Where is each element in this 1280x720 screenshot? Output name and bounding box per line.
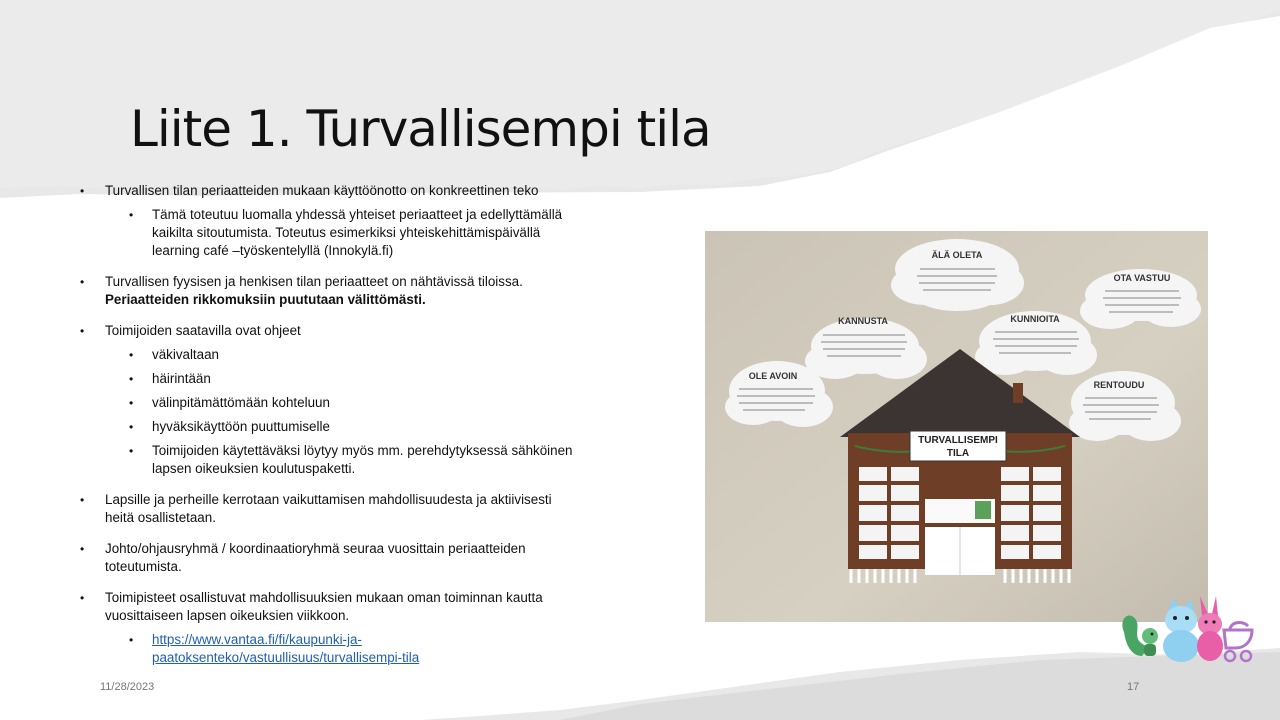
bullet-text: heitä osallistetaan. bbox=[105, 510, 216, 525]
bullet-text: vuosittaiseen lapsen oikeuksien viikkoon. bbox=[105, 608, 350, 623]
sub-bullet-item bbox=[105, 346, 625, 364]
sub-bullet-text: lapsen oikeuksien koulutuspaketti. bbox=[152, 461, 356, 476]
sub-bullet-item bbox=[105, 206, 625, 260]
pram-icon bbox=[1224, 623, 1252, 661]
bullet-text: • Toimijoiden saatavilla ovat ohjeet bbox=[105, 323, 301, 338]
sub-bullet-item bbox=[105, 631, 625, 667]
bullet-text-bold: Periaatteiden rikkomuksiin puututaan välittömästi. bbox=[105, 292, 426, 307]
bullet-text: • Turvallisen fyysisen ja henkisen tilan periaatteet on nähtävissä tiloissa. bbox=[105, 274, 523, 289]
svg-text:ÄLÄ OLETA: ÄLÄ OLETA bbox=[931, 250, 983, 260]
sub-bullet-text: hyväksikäyttöön puuttumiselle bbox=[152, 419, 330, 434]
sub-bullet-text: välinpitämättömään kohteluun bbox=[152, 395, 330, 410]
sub-bullet-text: • Toimijoiden käytettäväksi löytyy myös mm. perehdytyksessä sähköinen bbox=[152, 443, 573, 458]
vantaa-link[interactable]: paatoksenteko/vastuullisuus/turvallisempi-tila bbox=[152, 650, 420, 665]
bullet-list bbox=[80, 182, 625, 680]
bullet-item bbox=[80, 589, 625, 667]
slide-title: Liite 1. Turvallisempi tila bbox=[130, 100, 711, 158]
svg-text:OTA VASTUU: OTA VASTUU bbox=[1113, 273, 1171, 283]
bullet-item bbox=[80, 182, 625, 260]
vantaa-link[interactable]: • https://www.vantaa.fi/fi/kaupunki-ja- bbox=[152, 632, 362, 647]
page-number: 17 bbox=[1127, 681, 1140, 693]
sub-bullet-text: häirintään bbox=[152, 371, 211, 386]
svg-text:KUNNIOITA: KUNNIOITA bbox=[1010, 314, 1060, 324]
bullet-text: toteutumista. bbox=[105, 559, 182, 574]
svg-text:KANNUSTA: KANNUSTA bbox=[838, 316, 888, 326]
svg-text:TURVALLISEMPI: TURVALLISEMPI bbox=[918, 435, 998, 446]
slide-date: 11/28/2023 bbox=[100, 681, 155, 693]
bunny-icon bbox=[1197, 596, 1223, 661]
cat-icon bbox=[1163, 598, 1199, 662]
wall-poster-photo bbox=[705, 231, 1208, 622]
sub-bullet-text: väkivaltaan bbox=[152, 347, 219, 362]
wall-poster-illustration bbox=[705, 231, 1208, 622]
sub-bullet-item bbox=[105, 370, 625, 388]
cloud-ala-oleta bbox=[891, 239, 1024, 311]
bullet-text: • Toimipisteet osallistuvat mahdollisuuksien mukaan oman toiminnan kautta bbox=[105, 590, 543, 605]
bullet-text: • Johto/ohjausryhmä / koordinaatioryhmä seuraa vuosittain periaatteiden bbox=[105, 541, 526, 556]
bullet-item bbox=[80, 491, 625, 527]
bullet-item bbox=[80, 322, 625, 478]
animal-mascots-illustration bbox=[1118, 596, 1258, 664]
svg-text:RENTOUDU: RENTOUDU bbox=[1093, 380, 1145, 390]
sub-bullet-text: • Tämä toteutuu luomalla yhdessä yhteiset periaatteet ja edellyttämällä bbox=[152, 207, 563, 222]
sub-bullet-item bbox=[105, 394, 625, 412]
sub-bullet-item bbox=[105, 418, 625, 436]
svg-text:OLE AVOIN: OLE AVOIN bbox=[748, 371, 798, 381]
squirrel-icon bbox=[1122, 616, 1158, 656]
bullet-text: • Turvallisen tilan periaatteiden mukaan käyttöönotto on konkreettinen teko bbox=[105, 183, 539, 198]
sub-bullet-text: kaikilta sitoutumista. Toteutus esimerkiksi yhteiskehittämispäivällä bbox=[152, 225, 541, 240]
bullet-item bbox=[80, 540, 625, 576]
sub-bullet-item bbox=[105, 442, 625, 478]
sub-bullet-text: learning café –työskentelyllä (Innokylä.fi) bbox=[152, 243, 394, 258]
bullet-text: • Lapsille ja perheille kerrotaan vaikuttamisen mahdollisuudesta ja aktiivisesti bbox=[105, 492, 552, 507]
svg-text:TILA: TILA bbox=[946, 448, 970, 459]
bullet-item bbox=[80, 273, 625, 309]
